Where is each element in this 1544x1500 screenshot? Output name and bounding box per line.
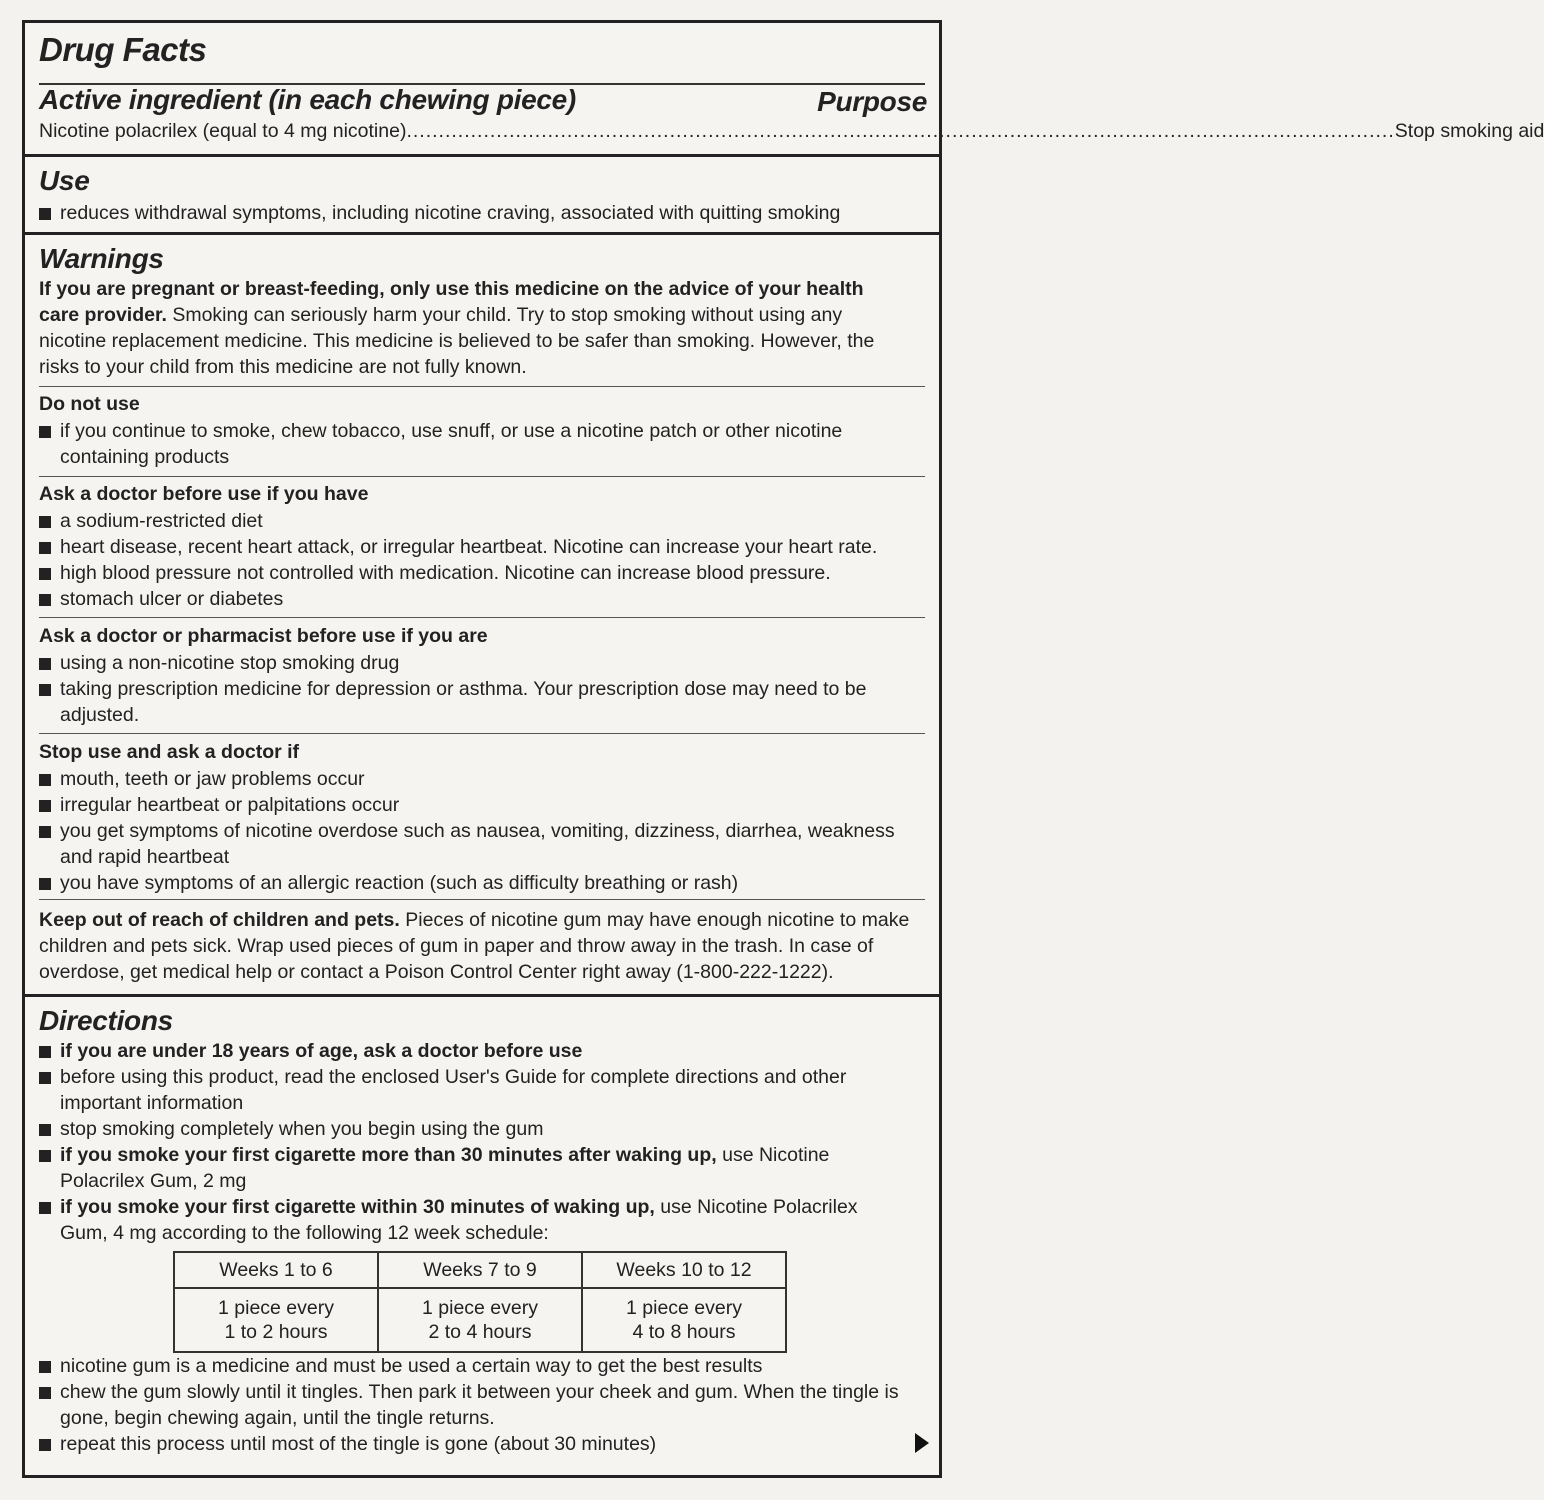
schedule-header-row [174,1252,786,1288]
schedule-cell-line: 2 to 4 hours [428,1321,532,1343]
schedule-header: Weeks 7 to 9 [378,1252,582,1288]
purpose-heading: Purpose [817,86,927,117]
ask-doctor-item: stomach ulcer or diabetes [39,586,925,612]
subsection-divider [39,733,925,734]
ask-doctor-item: heart disease, recent heart attack, or irregular heartbeat. Nicotine can increase your heart rate. [39,534,925,560]
schedule-cell-line: 1 piece every [626,1297,742,1319]
pregnancy-warning-bold: If you are pregnant or breast-feeding, only use this medicine on the advice of your health care provider. [39,278,864,326]
keep-out-bold: Keep out of reach of children and pets. [39,909,400,931]
do-not-use-heading: Do not use [39,393,140,415]
warnings-heading: Warnings [39,243,164,274]
direction-item: before using this product, read the enclosed User's Guide for complete directions and other important information [39,1064,899,1116]
stop-use-item: irregular heartbeat or palpitations occur [39,792,929,818]
stop-use-list [39,766,929,896]
subsection-divider [39,617,925,618]
schedule-cell [174,1288,378,1352]
directions-list [39,1038,899,1246]
ask-doctor-item: high blood pressure not controlled with medication. Nicotine can increase blood pressure. [39,560,925,586]
drug-facts-panel [22,20,1544,1478]
schedule-cell-line: 4 to 8 hours [632,1321,736,1343]
section-divider [25,154,939,157]
active-ingredient-name: Nicotine polacrilex (equal to 4 mg nicotine) [39,120,407,142]
do-not-use-list [39,418,899,470]
stop-use-item: you have symptoms of an allergic reaction (such as difficulty breathing or rash) [39,870,929,896]
subsection-divider [39,386,925,387]
direction-item [39,1142,899,1194]
schedule-cell-line: 1 piece every [422,1297,538,1319]
use-list [39,200,925,226]
ask-pharmacist-heading: Ask a doctor or pharmacist before use if you are [39,625,488,647]
schedule-cell [378,1288,582,1352]
schedule-header: Weeks 1 to 6 [174,1252,378,1288]
stop-use-item: you get symptoms of nicotine overdose such as nausea, vomiting, dizziness, diarrhea, weakness and rapid heartbeat [39,818,929,870]
subsection-divider [39,899,925,900]
ask-doctor-heading: Ask a doctor before use if you have [39,483,369,505]
direction-item: repeat this process until most of the tingle is gone (about 30 minutes) [39,1431,919,1457]
stop-use-heading: Stop use and ask a doctor if [39,741,300,763]
keep-out-of-reach [39,907,931,985]
active-ingredient-heading: Active ingredient (in each chewing piece) [39,84,576,115]
drug-facts-title: Drug Facts [39,31,207,68]
use-item: reduces withdrawal symptoms, including nicotine craving, associated with quitting smoking [39,200,925,226]
pregnancy-warning [39,276,899,380]
direction-item-bold: if you smoke your first cigarette more than 30 minutes after waking up, [60,1144,717,1166]
schedule-header: Weeks 10 to 12 [582,1252,786,1288]
section-divider [25,994,939,997]
direction-item-bold: if you smoke your first cigarette within 30 minutes of waking up, [60,1196,655,1218]
schedule-cell [582,1288,786,1352]
pregnancy-warning-text: Smoking can seriously harm your child. Try to stop smoking without using any nicotine replacement medicine. This medicine is believed to be safer than smoking. However, the risks to your child from this medicine are not fully known. [39,304,875,378]
schedule-cell-line: 1 piece every [218,1297,334,1319]
subsection-divider [39,476,925,477]
section-divider [25,232,939,235]
schedule-cell-line: 1 to 2 hours [224,1321,328,1343]
direction-item: nicotine gum is a medicine and must be used a certain way to get the best results [39,1353,919,1379]
ask-doctor-item: a sodium-restricted diet [39,508,925,534]
direction-item: chew the gum slowly until it tingles. Then park it between your cheek and gum. When the tingle is gone, begin chewing again, until the tingle returns. [39,1379,919,1431]
direction-item: if you are under 18 years of age, ask a doctor before use [39,1038,899,1064]
ask-pharmacist-list [39,650,869,728]
do-not-use-item: if you continue to smoke, chew tobacco, use snuff, or use a nicotine patch or other nicotine containing products [39,418,899,470]
direction-item [39,1194,899,1246]
continued-arrow-icon [915,1433,929,1453]
stop-use-item: mouth, teeth or jaw problems occur [39,766,929,792]
direction-item-text: use Nicotine Polacrilex Gum, 4 mg according to the following 12 week schedule: [60,1196,858,1244]
ask-pharmacist-item: using a non-nicotine stop smoking drug [39,650,869,676]
schedule-value-row [174,1288,786,1352]
ask-doctor-list [39,508,925,612]
use-heading: Use [39,165,90,196]
directions-heading: Directions [39,1005,173,1036]
ask-pharmacist-item: taking prescription medicine for depression or asthma. Your prescription dose may need to be adjusted. [39,676,869,728]
directions-after-list [39,1353,919,1457]
leader-dots: .......................................................................................................................................................... [406,120,1395,142]
active-ingredient-row [39,120,1544,143]
direction-item-text: use Nicotine Polacrilex Gum, 2 mg [60,1144,830,1192]
keep-out-text: Pieces of nicotine gum may have enough nicotine to make children and pets sick. Wrap used pieces of gum in paper and throw away in the trash. In case of overdose, get medical help or contact a Poison Control Center right away (1-800-222-1222). [39,909,910,983]
active-ingredient-purpose: Stop smoking aid [1394,120,1544,142]
dosing-schedule-table [173,1251,787,1353]
direction-item: stop smoking completely when you begin using the gum [39,1116,899,1142]
